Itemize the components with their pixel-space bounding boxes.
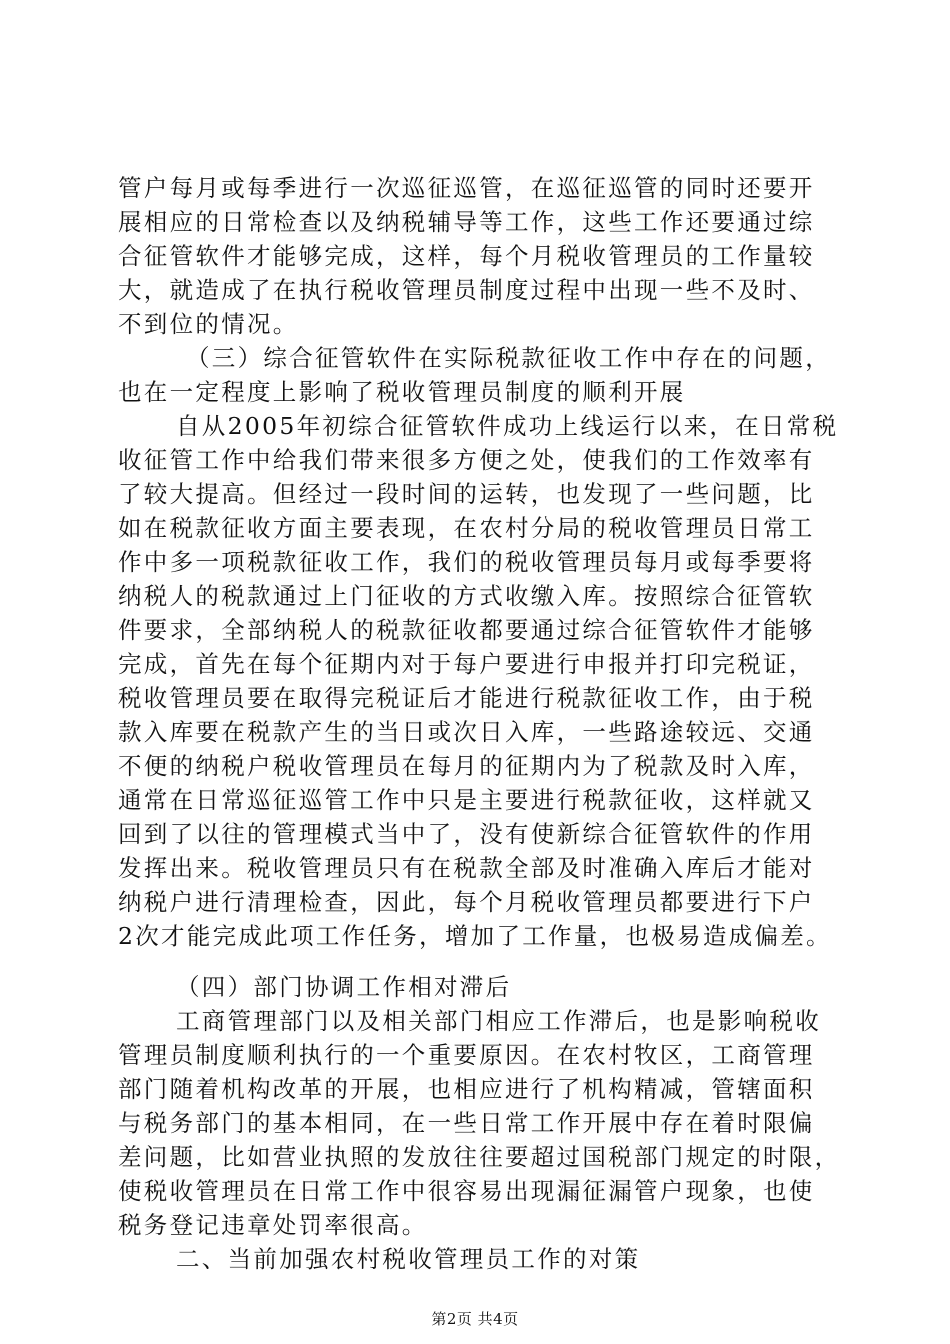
body-line: 使税收管理员在日常工作中很容易出现漏征漏管户现象，也使 [118,1177,815,1205]
body-line: 差问题，比如营业执照的发放往往要超过国税部门规定的时限， [118,1143,841,1171]
body-line: 纳税人的税款通过上门征收的方式收缴入库。按照综合征管软 [118,582,815,610]
body-line: 了较大提高。但经过一段时间的运转，也发现了一些问题，比 [118,480,815,508]
body-line: 通常在日常巡征巡管工作中只是主要进行税款征收，这样就又 [118,786,815,814]
section-heading-2: 二、当前加强农村税收管理员工作的对策 [176,1245,641,1273]
body-line: 纳税户进行清理检查，因此，每个月税收管理员都要进行下户 [118,888,815,916]
section-heading-4: （四）部门协调工作相对滞后 [176,973,512,1001]
section-heading-3-cont: 也在一定程度上影响了税收管理员制度的顺利开展 [118,378,686,406]
section-heading-3: （三）综合征管软件在实际税款征收工作中存在的问题， [186,344,831,372]
body-line: 大，就造成了在执行税收管理员制度过程中出现一些不及时、 [118,276,815,304]
body-line: 发挥出来。税收管理员只有在税款全部及时准确入库后才能对 [118,854,815,882]
body-line: 工商管理部门以及相关部门相应工作滞后，也是影响税收 [176,1007,821,1035]
body-line: 不到位的情况。 [118,310,299,338]
body-line: 与税务部门的基本相同，在一些日常工作开展中存在着时限偏 [118,1109,815,1137]
body-line: 款入库要在税款产生的当日或次日入库，一些路途较远、交通 [118,718,815,746]
body-line: 作中多一项税款征收工作，我们的税收管理员每月或每季要将 [118,548,815,576]
body-line: 展相应的日常检查以及纳税辅导等工作，这些工作还要通过综 [118,208,815,236]
body-line: 税收管理员要在取得完税证后才能进行税款征收工作，由于税 [118,684,815,712]
body-line: 完成，首先在每个征期内对于每户要进行申报并打印完税证， [118,650,815,678]
body-line: 管户每月或每季进行一次巡征巡管，在巡征巡管的同时还要开 [118,174,815,202]
body-line: 收征管工作中给我们带来很多方便之处，使我们的工作效率有 [118,446,815,474]
body-line: 管理员制度顺利执行的一个重要原因。在农村牧区，工商管理 [118,1041,815,1069]
body-line: 自从2005年初综合征管软件成功上线运行以来，在日常税 [176,412,839,440]
body-line: 税务登记违章处罚率很高。 [118,1211,428,1239]
body-line: 合征管软件才能够完成，这样，每个月税收管理员的工作量较 [118,242,815,270]
body-line: 部门随着机构改革的开展，也相应进行了机构精减，管辖面积 [118,1075,815,1103]
body-line: 回到了以往的管理模式当中了，没有使新综合征管软件的作用 [118,820,815,848]
body-line: 2次才能完成此项工作任务，增加了工作量，也极易造成偏差。 [118,922,832,950]
body-line: 如在税款征收方面主要表现，在农村分局的税收管理员日常工 [118,514,815,542]
body-line: 不便的纳税户税收管理员在每月的征期内为了税款及时入库， [118,752,815,780]
page-number-footer: 第2页 共4页 [431,1310,519,1328]
body-line: 件要求，全部纳税人的税款征收都要通过综合征管软件才能够 [118,616,815,644]
